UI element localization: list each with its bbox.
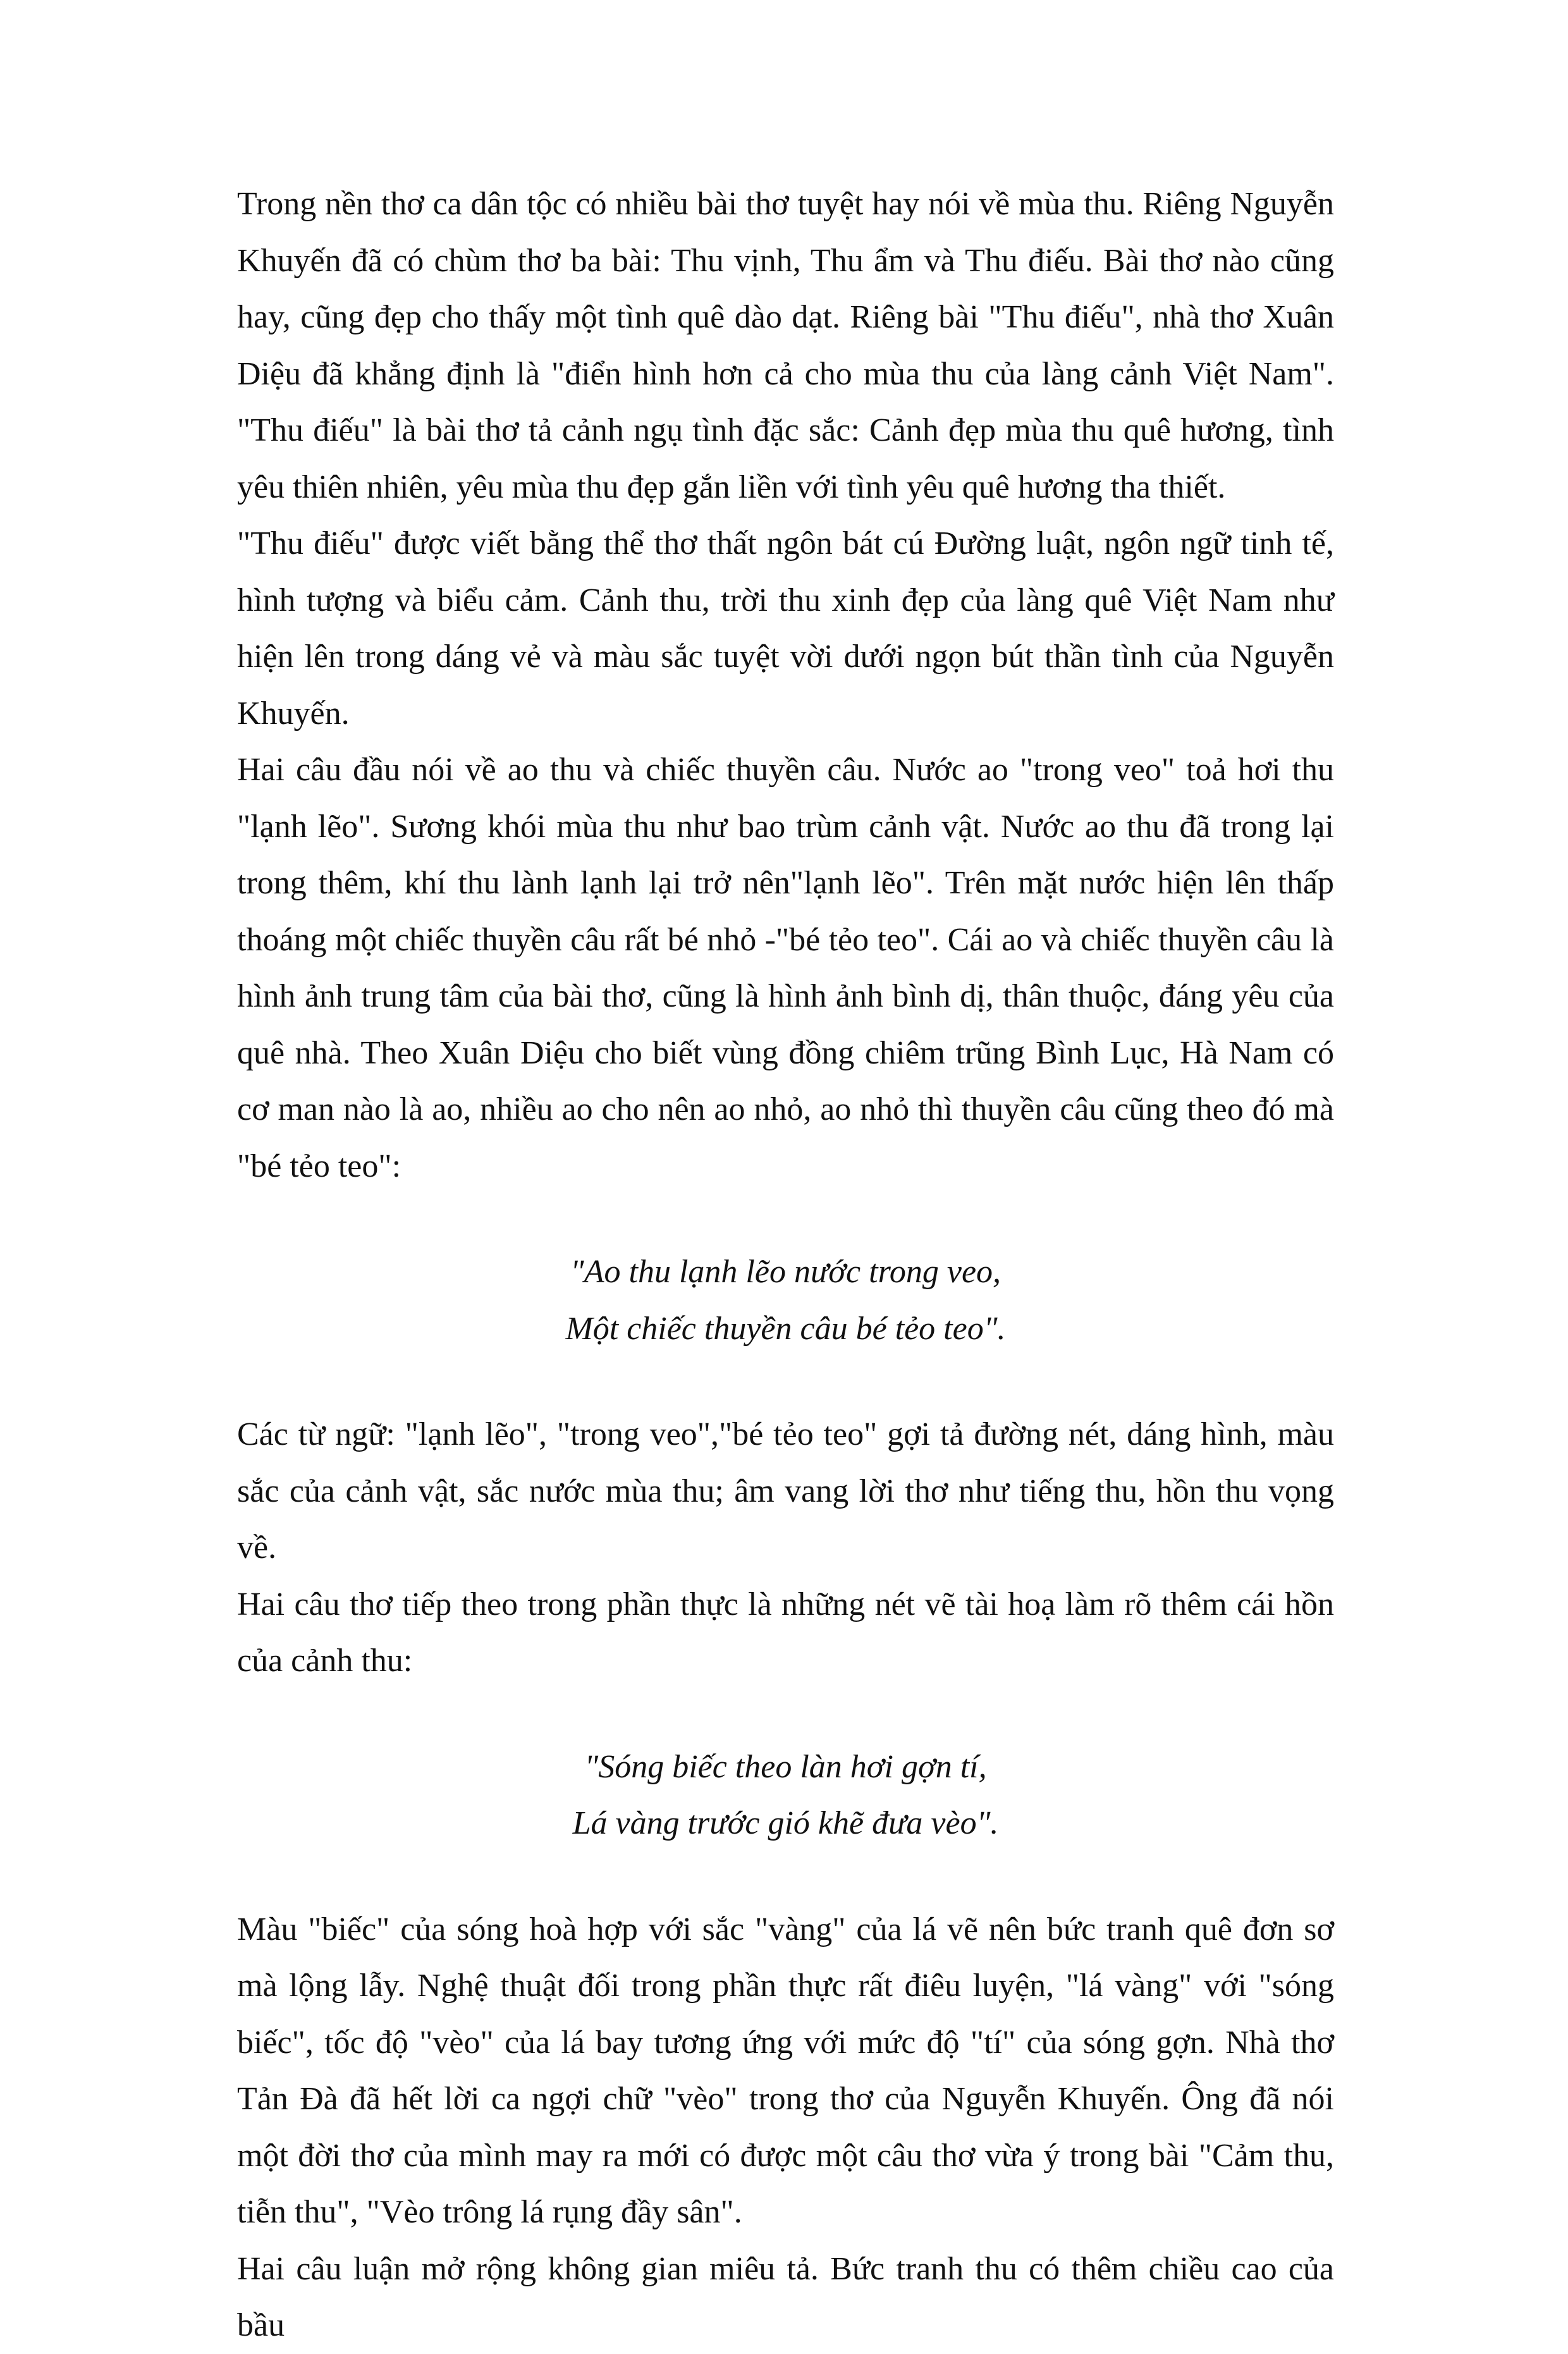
paragraph-intro: Trong nền thơ ca dân tộc có nhiều bài thơ tuyệt hay nói về mùa thu. Riêng Nguyễn Khuyến đã có chùm thơ ba bài: Thu vịnh, Thu ẩm và Thu điếu. Bài thơ nào cũng hay, cũng đẹp cho thấy một tình quê dào dạt. Riêng bài "Thu điếu", nhà thơ Xuân Diệu đã khẳng định là "điển hình hơn cả cho mùa thu của làng cảnh Việt Nam". "Thu điếu" là bài thơ tả cảnh ngụ tình đặc sắc: Cảnh đẹp mùa thu quê hương, tình yêu thiên nhiên, yêu mùa thu đẹp gắn liền với tình yêu quê hương tha thiết.	[237, 186, 1334, 505]
verse-line: Lá vàng trước gió khẽ đưa vèo".	[572, 1805, 999, 1841]
verse-quote-2	[237, 1739, 1334, 1852]
paragraph-first-couplet: Hai câu đầu nói về ao thu và chiếc thuyền câu. Nước ao "trong veo" toả hơi thu "lạnh lẽo". Sương khói mùa thu như bao trùm cảnh vật. Nước ao thu đã trong lại trong thêm, khí thu lành lạnh lại trở nên"lạnh lẽo". Trên mặt nước hiện lên thấp thoáng một chiếc thuyền câu rất bé nhỏ -"bé tẻo teo". Cái ao và chiếc thuyền câu là hình ảnh trung tâm của bài thơ, cũng là hình ảnh bình dị, thân thuộc, đáng yêu của quê nhà. Theo Xuân Diệu cho biết vùng đồng chiêm trũng Bình Lục, Hà Nam có cơ man nào là ao, nhiều ao cho nên ao nhỏ, ao nhỏ thì thuyền câu cũng theo đó mà "bé tẻo teo":	[237, 752, 1334, 1184]
verse-line: "Ao thu lạnh lẽo nước trong veo,	[570, 1254, 1001, 1290]
paragraph-color-analysis: Màu "biếc" của sóng hoà hợp với sắc "vàng" của lá vẽ nên bức tranh quê đơn sơ mà lộng lẫy. Nghệ thuật đối trong phần thực rất điêu luyện, "lá vàng" với "sóng biếc", tốc độ "vèo" của lá bay tương ứng với mức độ "tí" của sóng gợn. Nhà thơ Tản Đà đã hết lời ca ngợi chữ "vèo" trong thơ của Nguyễn Khuyến. Ông đã nói một đời thơ của mình may ra mới có được một câu thơ vừa ý trong bài "Cảm thu, tiễn thu", "Vèo trông lá rụng đầy sân".	[237, 1911, 1334, 2230]
verse-line: Một chiếc thuyền câu bé tẻo teo".	[565, 1310, 1006, 1347]
verse-line: "Sóng biếc theo làn hơi gợn tí,	[584, 1748, 987, 1785]
paragraph-third-couplet: Hai câu luận mở rộng không gian miêu tả. Bức tranh thu có thêm chiều cao của bầu	[237, 2250, 1334, 2343]
paragraph-word-analysis: Các từ ngữ: "lạnh lẽo", "trong veo","bé tẻo teo" gợi tả đường nét, dáng hình, màu sắc của cảnh vật, sắc nước mùa thu; âm vang lời thơ như tiếng thu, hồn thu vọng về.	[237, 1416, 1334, 1566]
verse-quote-1	[237, 1244, 1334, 1357]
paragraph-form: "Thu điếu" được viết bằng thể thơ thất ngôn bát cú Đường luật, ngôn ngữ tinh tế, hình tượng và biểu cảm. Cảnh thu, trời thu xinh đẹp của làng quê Việt Nam như hiện lên trong dáng vẻ và màu sắc tuyệt vời dưới ngọn bút thần tình của Nguyễn Khuyến.	[237, 525, 1334, 732]
document-body	[237, 176, 1334, 2354]
paragraph-second-couplet-intro: Hai câu thơ tiếp theo trong phần thực là những nét vẽ tài hoạ làm rõ thêm cái hồn của cảnh thu:	[237, 1586, 1334, 1679]
